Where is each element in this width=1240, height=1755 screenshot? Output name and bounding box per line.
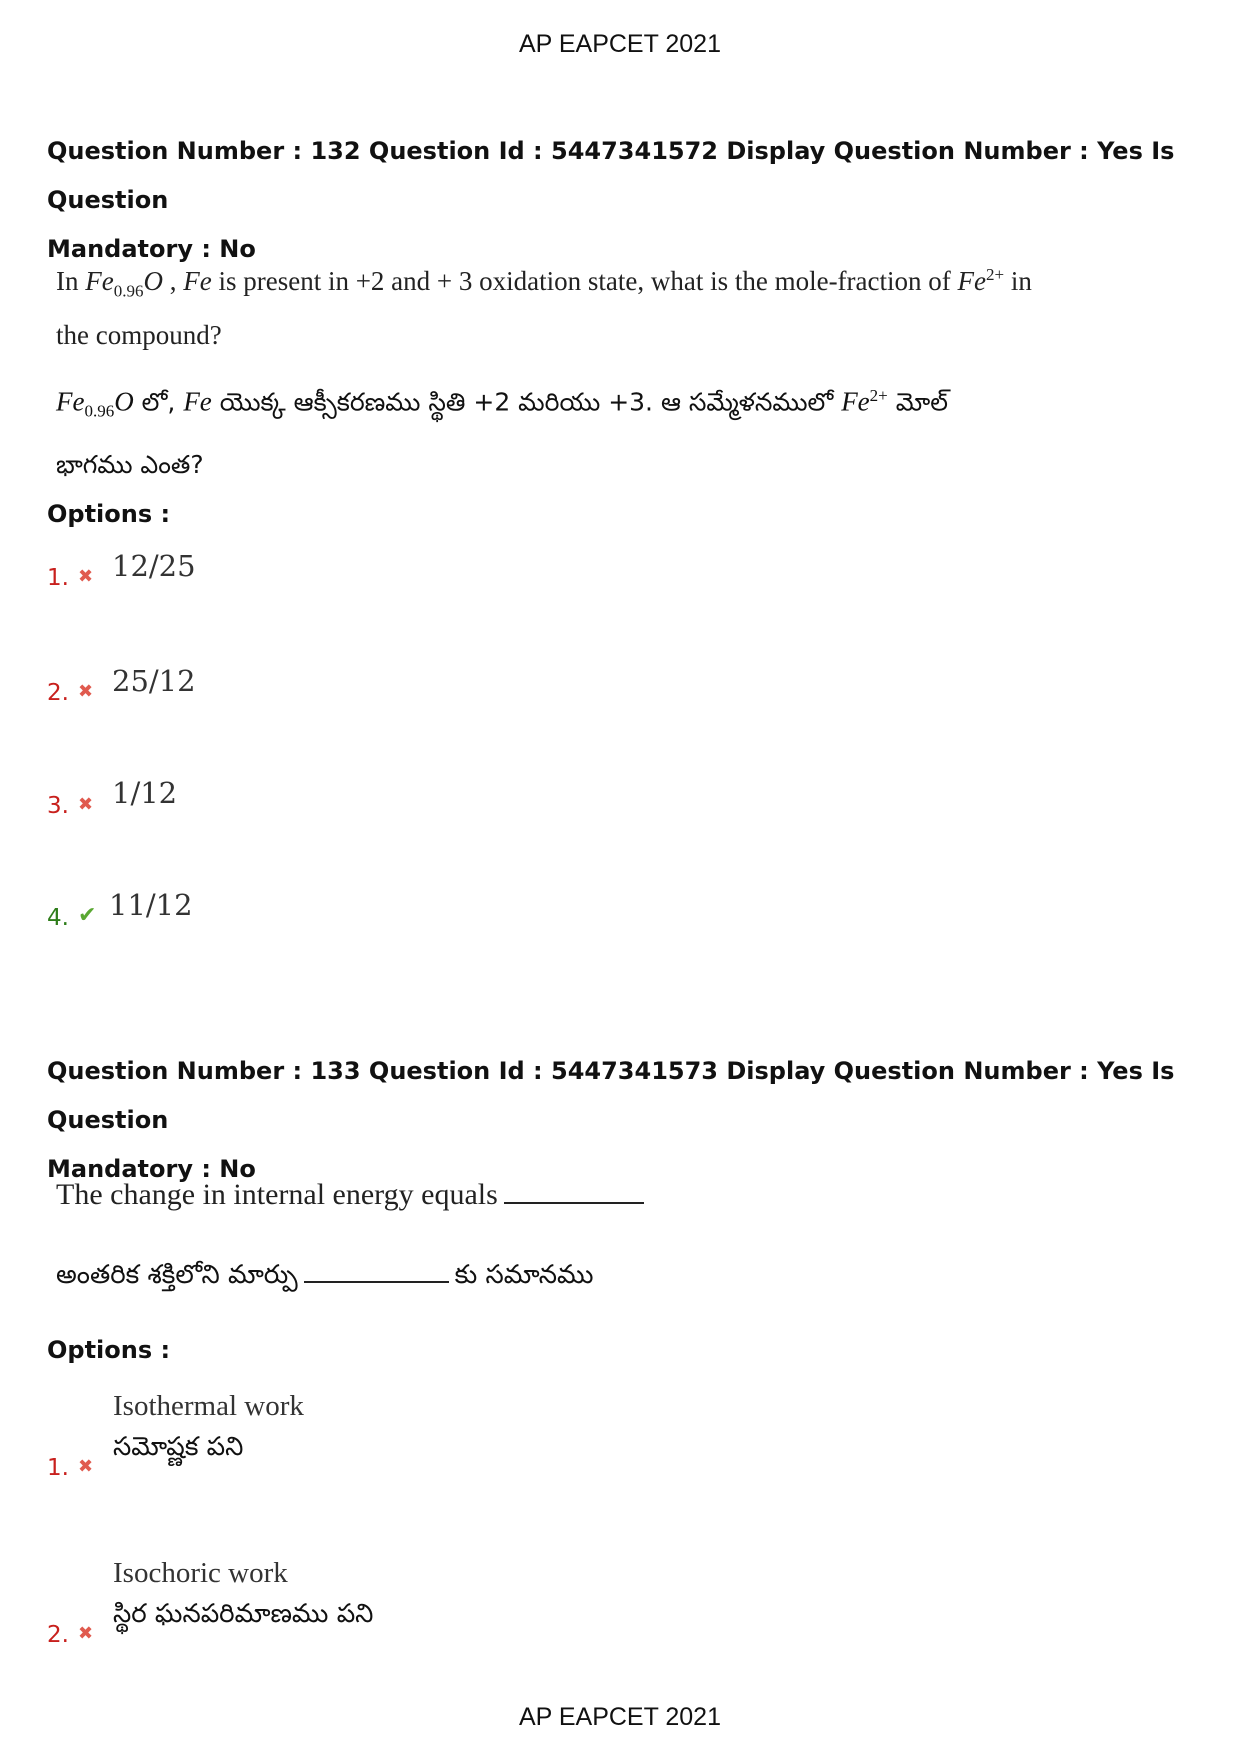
stem-text: in — [1004, 266, 1032, 296]
page-footer: AP EAPCET 2021 — [519, 1703, 721, 1731]
stem-text: లో, — [133, 387, 184, 417]
ion-fe: Fe — [957, 266, 986, 296]
stem-text: మోల్ — [887, 387, 948, 417]
options-label: Options : — [47, 500, 171, 528]
cross-icon: ✖ — [78, 566, 94, 587]
question-meta-line: Question Number : 132 Question Id : 5447341572 Display Question Number : Yes Is Question — [47, 137, 1175, 214]
stem-text: కు సమానము — [454, 1260, 594, 1290]
option-text-english: Isochoric work — [113, 1557, 288, 1589]
answer-blank — [504, 1180, 644, 1204]
cross-icon: ✖ — [78, 794, 94, 815]
option-text-telugu: స్థిర ఘనపరిమాణము పని — [113, 1599, 374, 1629]
option-text-telugu: సమోష్ణక పని — [113, 1432, 244, 1462]
formula-subscript: 0.96 — [113, 281, 144, 301]
page-header: AP EAPCET 2021 — [519, 30, 721, 58]
formula-subscript: 0.96 — [84, 401, 115, 421]
ion-charge: 2+ — [869, 386, 888, 405]
option-number: 2. — [47, 680, 69, 706]
cross-icon: ✖ — [78, 1623, 94, 1644]
option-text: 25/12 — [112, 664, 196, 698]
option-number: 3. — [47, 793, 69, 819]
cross-icon: ✖ — [78, 1456, 94, 1477]
ion-fe: Fe — [841, 386, 870, 417]
stem-text: యొక్క ఆక్సీకరణము స్థితి +2 మరియు +3. ఆ సమ్మేళనములో — [211, 387, 842, 417]
answer-blank — [304, 1259, 449, 1283]
stem-text: అంతరిక శక్తిలోని మార్పు — [56, 1260, 298, 1290]
question-meta-line: Question Number : 133 Question Id : 5447341573 Display Question Number : Yes Is Question — [47, 1057, 1175, 1134]
formula-o: O — [143, 266, 163, 296]
question-133-stem-telugu — [56, 1248, 956, 1302]
question-133-stem-english — [56, 1172, 650, 1217]
option-text: 11/12 — [109, 888, 193, 922]
option-number: 4. — [47, 905, 69, 931]
option-text-english: Isothermal work — [113, 1390, 304, 1422]
cross-icon: ✖ — [78, 681, 94, 702]
stem-text: the compound? — [56, 320, 222, 351]
formula-fe: Fe — [183, 266, 212, 296]
stem-text: In — [56, 266, 86, 296]
option-text: 1/12 — [112, 776, 178, 810]
option-number: 1. — [47, 1455, 69, 1481]
formula-o: O — [114, 386, 134, 417]
formula-fe: Fe — [85, 266, 114, 296]
stem-text: , — [162, 266, 184, 296]
ion-charge: 2+ — [986, 265, 1005, 284]
question-132-stem-english — [56, 252, 1056, 358]
option-number: 1. — [47, 565, 69, 591]
stem-text: is present in +2 and + 3 oxidation state, what is the mole-fraction of — [211, 266, 958, 296]
options-label: Options : — [47, 1336, 171, 1364]
question-132-stem-telugu — [56, 369, 956, 492]
question-mandatory: Mandatory : No — [47, 235, 256, 263]
question-mandatory: Mandatory : No — [47, 1155, 256, 1183]
check-icon: ✔ — [78, 903, 97, 928]
stem-text: భాగము ఎంత? — [56, 450, 204, 480]
option-number: 2. — [47, 1622, 69, 1648]
option-text: 12/25 — [112, 549, 196, 583]
stem-text: The change in internal energy equals — [56, 1178, 498, 1211]
formula-fe: Fe — [183, 386, 212, 417]
formula-fe: Fe — [56, 386, 85, 417]
